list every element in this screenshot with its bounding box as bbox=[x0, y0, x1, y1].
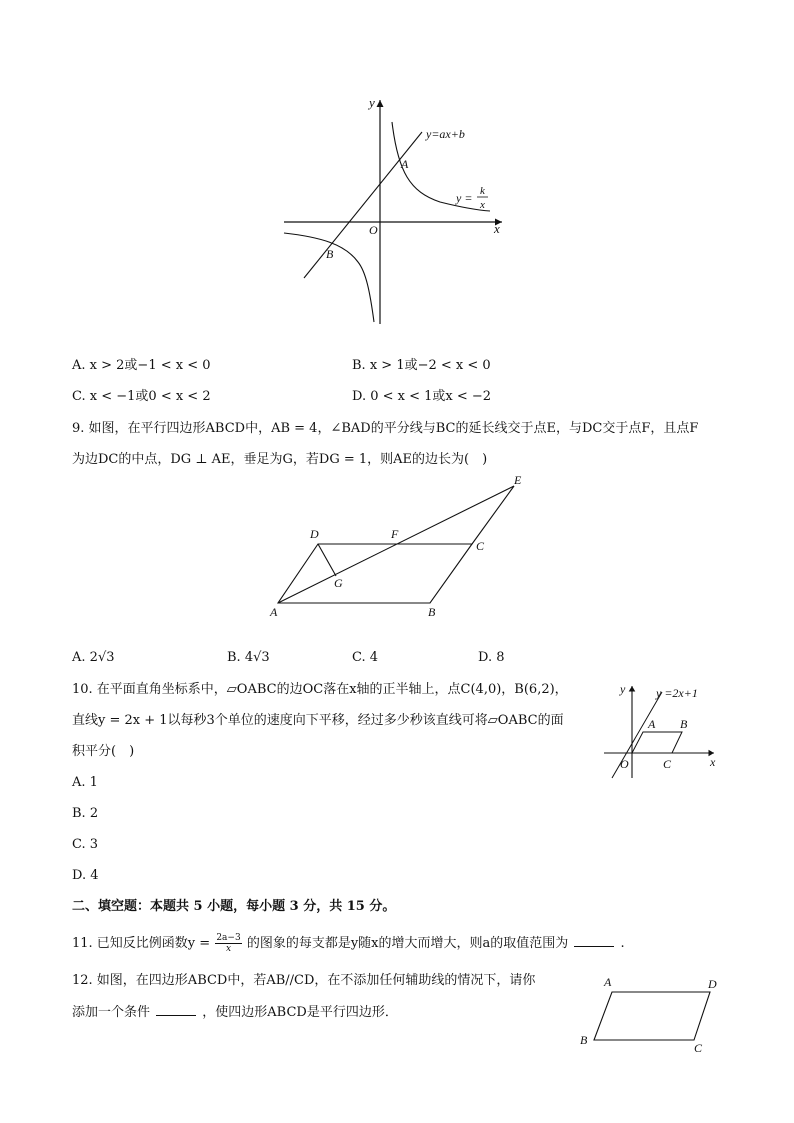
label-a: A bbox=[270, 605, 278, 619]
option-label: B. bbox=[352, 358, 366, 373]
option-text: 1 bbox=[89, 775, 98, 790]
q11-text-before: 11. 已知反比例函数y = bbox=[72, 936, 211, 951]
option-label: C. bbox=[352, 650, 366, 665]
quadrilateral-abcd bbox=[594, 992, 710, 1040]
q11-fraction-numerator: 2a−3 bbox=[216, 933, 241, 943]
q11-answer-blank[interactable] bbox=[574, 934, 614, 947]
q10-option-c[interactable] bbox=[72, 836, 98, 854]
option-label: D. bbox=[352, 389, 367, 404]
curve-label-den: x bbox=[480, 199, 485, 211]
option-label: C. bbox=[72, 837, 86, 852]
option-text: 2 bbox=[89, 806, 99, 821]
q9-option-b[interactable] bbox=[227, 649, 270, 667]
origin-label: O bbox=[369, 223, 378, 237]
label-b: B bbox=[428, 605, 436, 619]
option-text: x > 1或−2 < x < 0 bbox=[369, 358, 491, 373]
label-g: G bbox=[334, 576, 343, 590]
y-axis-label: y bbox=[369, 95, 375, 110]
q9-parallelogram-figure bbox=[266, 470, 536, 625]
curve-label-num: k bbox=[480, 185, 485, 197]
label-b: B bbox=[680, 717, 688, 731]
parallelogram-abcd bbox=[278, 544, 472, 603]
label-o: O bbox=[620, 757, 629, 771]
option-label: B. bbox=[227, 650, 241, 665]
q12-answer-blank[interactable] bbox=[156, 1003, 196, 1016]
y-axis-label: y bbox=[620, 682, 626, 696]
q11-fraction-denominator: x bbox=[225, 944, 232, 954]
option-text: 4 bbox=[90, 868, 99, 883]
curve-label-y: y = bbox=[456, 191, 473, 205]
label-c: C bbox=[663, 757, 672, 771]
label-d: D bbox=[708, 977, 717, 991]
parallelogram-oabc bbox=[632, 732, 682, 753]
label-c: C bbox=[694, 1041, 703, 1055]
q10-option-b[interactable] bbox=[72, 805, 98, 823]
option-label: B. bbox=[72, 806, 86, 821]
option-text: 0 < x < 1或x < −2 bbox=[370, 389, 492, 404]
q12-stem-line-1: 12. 如图，在四边形ABCD中，若AB//CD，在不添加任何辅助线的情况下，请你 bbox=[72, 973, 536, 988]
q10-stem-line-1: 10. 在平面直角坐标系中，▱OABC的边OC落在x轴的正半轴上，点C(4,0)，B(6,2)， bbox=[72, 682, 568, 697]
segment-dg bbox=[318, 544, 336, 576]
line-label: y =2x+1 bbox=[656, 686, 698, 700]
point-b-label: B bbox=[326, 247, 334, 261]
option-text: 4 bbox=[369, 650, 379, 665]
option-text: 3 bbox=[89, 837, 99, 852]
q11-text-after: 的图象的每支都是y随x的增大而增大，则a的取值范围为 bbox=[246, 936, 569, 951]
option-label: C. bbox=[72, 389, 86, 404]
q9-option-a[interactable] bbox=[72, 649, 115, 667]
option-text: 2√3 bbox=[89, 650, 115, 665]
q10-stem-line-2: 直线y = 2x + 1以每秒3个单位的速度向下平移，经过多少秒该直线可将▱OABC的面 bbox=[72, 713, 564, 728]
label-a: A bbox=[648, 717, 656, 731]
label-c: C bbox=[476, 539, 485, 553]
option-text: 8 bbox=[496, 650, 505, 665]
q8-option-a[interactable] bbox=[72, 357, 211, 375]
q8-graph bbox=[280, 92, 510, 332]
q10-stem-line-3: 积平分( ) bbox=[72, 744, 135, 759]
label-b: B bbox=[580, 1033, 588, 1047]
q8-option-d[interactable] bbox=[352, 388, 491, 406]
label-a: A bbox=[604, 975, 612, 989]
point-a-label: A bbox=[401, 157, 409, 171]
line-label: y=ax+b bbox=[426, 127, 465, 141]
q11-fraction bbox=[215, 933, 241, 954]
option-text: x < −1或0 < x < 2 bbox=[89, 389, 211, 404]
option-text: x > 2或−1 < x < 0 bbox=[89, 358, 211, 373]
q8-option-b[interactable] bbox=[352, 357, 491, 375]
q10-option-d[interactable] bbox=[72, 867, 99, 885]
q10-option-a[interactable] bbox=[72, 774, 98, 792]
label-e: E bbox=[514, 473, 522, 487]
option-label: D. bbox=[478, 650, 493, 665]
q12-text-after: ，使四边形ABCD是平行四边形． bbox=[202, 1005, 398, 1020]
q8-option-c[interactable] bbox=[72, 388, 211, 406]
option-label: A. bbox=[72, 358, 86, 373]
option-label: D. bbox=[72, 868, 87, 883]
option-text: 4√3 bbox=[244, 650, 270, 665]
q10-graph bbox=[598, 678, 724, 782]
x-axis-label: x bbox=[710, 755, 716, 769]
x-axis-label: x bbox=[494, 221, 500, 236]
label-d: D bbox=[310, 527, 319, 541]
option-label: A. bbox=[72, 650, 86, 665]
q9-option-d[interactable] bbox=[478, 649, 505, 667]
q12-parallelogram-figure bbox=[574, 972, 724, 1056]
section-heading: 二、填空题：本题共 5 小题，每小题 3 分，共 15 分。 bbox=[72, 899, 396, 914]
segment-ce bbox=[472, 486, 514, 544]
q9-option-c[interactable] bbox=[352, 649, 378, 667]
line-y-ax-b bbox=[304, 132, 422, 278]
q9-stem-line-1: 9. 如图，在平行四边形ABCD中，AB = 4，∠BAD的平分线与BC的延长线交于点E，与DC交于点F，且点F bbox=[72, 421, 699, 436]
q9-stem-line-2: 为边DC的中点，DG ⊥ AE，垂足为G，若DG = 1，则AE的边长为( ) bbox=[72, 452, 488, 467]
label-f: F bbox=[391, 527, 399, 541]
q11-stem bbox=[72, 933, 625, 955]
q11-text-end: . bbox=[620, 936, 625, 951]
q12-stem-line-2 bbox=[72, 1003, 398, 1022]
option-label: A. bbox=[72, 775, 86, 790]
q12-text-before: 添加一个条件 bbox=[72, 1005, 151, 1020]
